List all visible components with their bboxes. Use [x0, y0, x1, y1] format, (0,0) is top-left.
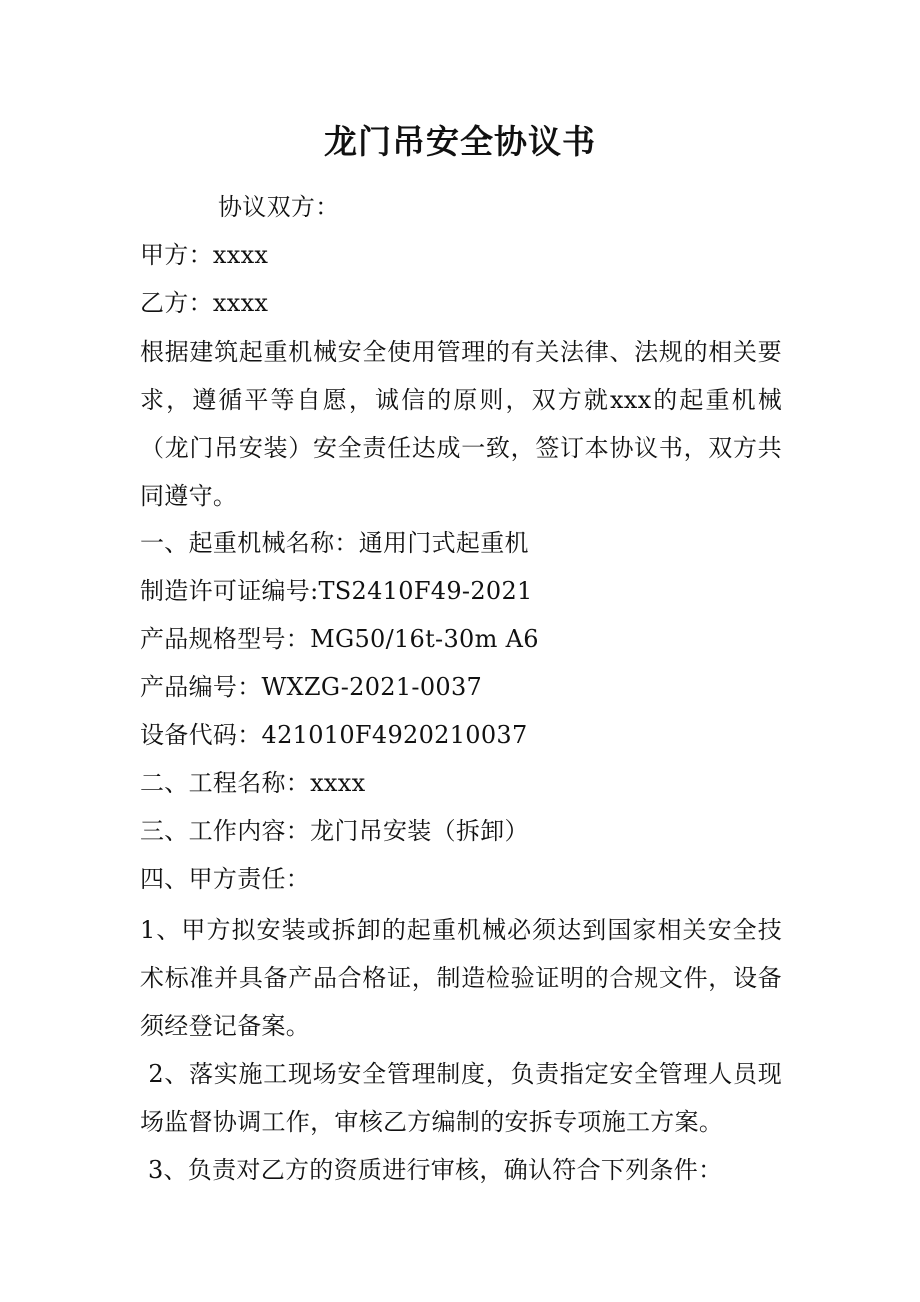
party-a-duties-heading: 四、甲方责任：: [140, 865, 311, 893]
duty-item-2: 2、落实施工现场安全管理制度，负责指定安全管理人员现场监督协调工作，审核乙方编制的安拆专项施工方案。: [140, 1060, 782, 1136]
product-number-line: 产品编号：WXZG-2021-0037: [140, 673, 483, 701]
party-b-line: 乙方：xxxx: [140, 289, 269, 317]
crane-name-line: 一、起重机械名称：通用门式起重机: [140, 529, 529, 557]
duty-item-1: 1、甲方拟安装或拆卸的起重机械必须达到国家相关安全技术标准并具备产品合格证，制造检验证明的合规文件，设备须经登记备案。: [140, 916, 782, 1040]
work-content-line: 三、工作内容：龙门吊安装（拆卸）: [140, 817, 529, 845]
license-number-line: 制造许可证编号:TS2410F49-2021: [140, 577, 533, 605]
product-model-line: 产品规格型号：MG50/16t-30m A6: [140, 625, 539, 653]
duty-item-3: 3、负责对乙方的资质进行审核，确认符合下列条件：: [140, 1156, 723, 1184]
document-title: 龙门吊安全协议书: [324, 122, 596, 161]
project-name-line: 二、工程名称：xxxx: [140, 769, 366, 797]
parties-heading: 协议双方：: [218, 193, 340, 221]
preamble-paragraph: 根据建筑起重机械安全使用管理的有关法律、法规的相关要求，遵循平等自愿，诚信的原则，双方就xxx的起重机械（龙门吊安装）安全责任达成一致，签订本协议书，双方共同遵守。: [140, 338, 782, 510]
party-a-line: 甲方：xxxx: [140, 241, 269, 269]
device-code-line: 设备代码：421010F4920210037: [140, 721, 528, 749]
